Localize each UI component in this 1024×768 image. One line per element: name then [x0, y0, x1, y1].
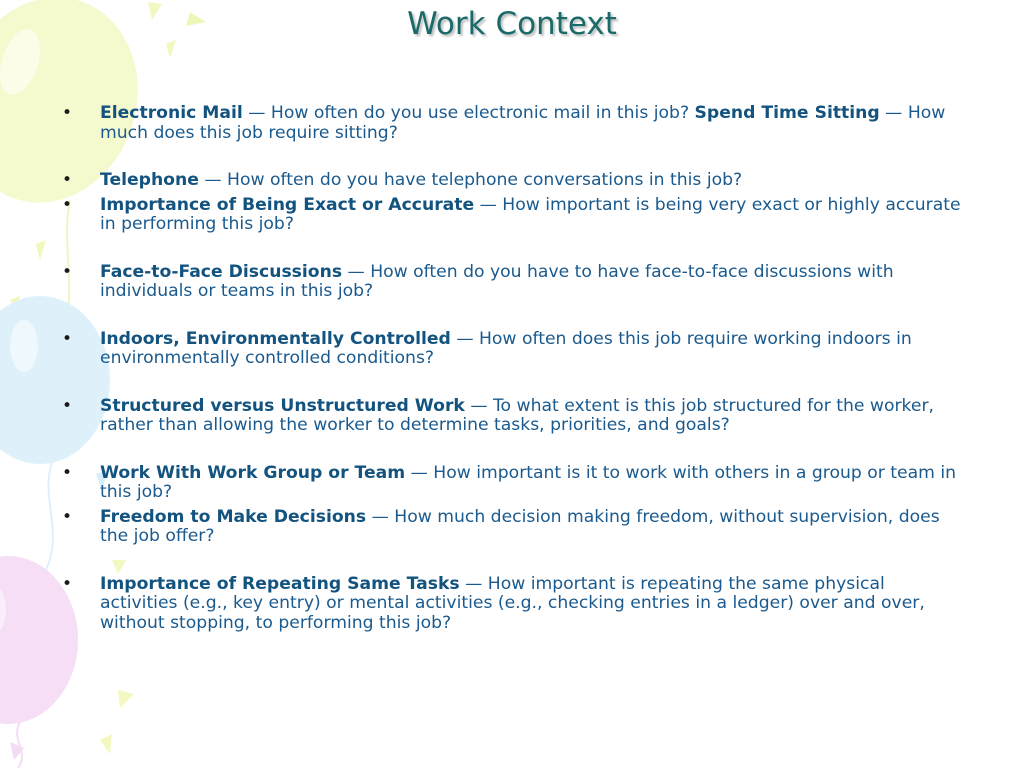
- blue-balloon-shine: [10, 320, 38, 372]
- bullet-icon: •: [62, 506, 73, 527]
- item-term: Freedom to Make Decisions: [100, 506, 367, 527]
- confetti-shard: [166, 40, 176, 58]
- item-description: How often do you use electronic mail in this job?: [270, 103, 695, 123]
- item-term: Importance of Repeating Same Tasks: [100, 573, 460, 594]
- balloon-string: [17, 722, 22, 768]
- bullet-icon: •: [62, 170, 73, 190]
- bullet-icon: •: [62, 103, 73, 123]
- item-description: How much decision making freedom, without supervision, does the job offer?: [100, 506, 940, 546]
- list-item: [60, 330, 965, 369]
- item-dash: —: [405, 462, 434, 483]
- item-term: Work With Work Group or Team: [100, 462, 406, 483]
- slide-title: Work Context: [407, 6, 617, 42]
- bullet-icon: •: [62, 194, 73, 215]
- item-description: How important is repeating the same physical activities (e.g., key entry) or mental activities (e.g., checking entries in a ledger) over and over, without stopping, to performing this job?: [100, 573, 925, 633]
- slide-content: [60, 104, 965, 633]
- item-description: To what extent is this job structured for the worker, rather than allowing the worker to determine tasks, priorities, and goals?: [100, 395, 934, 435]
- confetti-shard: [118, 690, 134, 708]
- item-description: How important is being very exact or highly accurate in performing this job?: [100, 194, 961, 234]
- bullet-icon: •: [62, 395, 73, 416]
- bullet-icon: •: [62, 573, 73, 594]
- item-dash: —: [366, 506, 395, 527]
- item-description: How often do you have telephone conversations in this job?: [227, 170, 743, 190]
- list-item: [60, 263, 965, 302]
- confetti-shard: [100, 734, 112, 754]
- item-dash: —: [879, 103, 908, 123]
- item-dash: —: [342, 261, 371, 282]
- bullet-icon: •: [62, 261, 73, 282]
- list-item: [60, 104, 965, 143]
- list-item: [60, 196, 965, 235]
- item-dash: —: [464, 395, 493, 416]
- item-term: Face-to-Face Discussions: [100, 261, 343, 282]
- balloon-string: [46, 462, 53, 570]
- list-item: [60, 397, 965, 436]
- item-term: Structured versus Unstructured Work: [100, 395, 465, 416]
- item-dash: —: [474, 194, 503, 215]
- item-term: Telephone: [100, 170, 199, 190]
- item-description: How important is it to work with others in a group or team in this job?: [100, 462, 956, 502]
- item-dash: —: [198, 170, 228, 190]
- item-description: How often does this job require working indoors in environmentally controlled conditions?: [100, 328, 912, 368]
- list-item: [60, 464, 965, 503]
- item-term: Indoors, Environmentally Controlled: [100, 328, 451, 349]
- item-dash: —: [450, 328, 479, 349]
- item-term: Spend Time Sitting: [694, 103, 880, 123]
- item-dash: —: [459, 573, 488, 594]
- item-description: How much does this job require sitting?: [100, 103, 946, 143]
- list-item: [60, 508, 965, 547]
- bullet-list: [60, 104, 965, 633]
- confetti-shard: [36, 240, 46, 260]
- item-term: Importance of Being Exact or Accurate: [100, 194, 475, 215]
- list-item: [60, 171, 965, 191]
- item-description: How often do you have to have face-to-face discussions with individuals or teams in this job?: [100, 261, 894, 301]
- bullet-icon: •: [62, 462, 73, 483]
- bullet-icon: •: [62, 328, 73, 349]
- list-item: [60, 575, 965, 634]
- item-dash: —: [242, 103, 271, 123]
- item-term: Electronic Mail: [100, 103, 243, 123]
